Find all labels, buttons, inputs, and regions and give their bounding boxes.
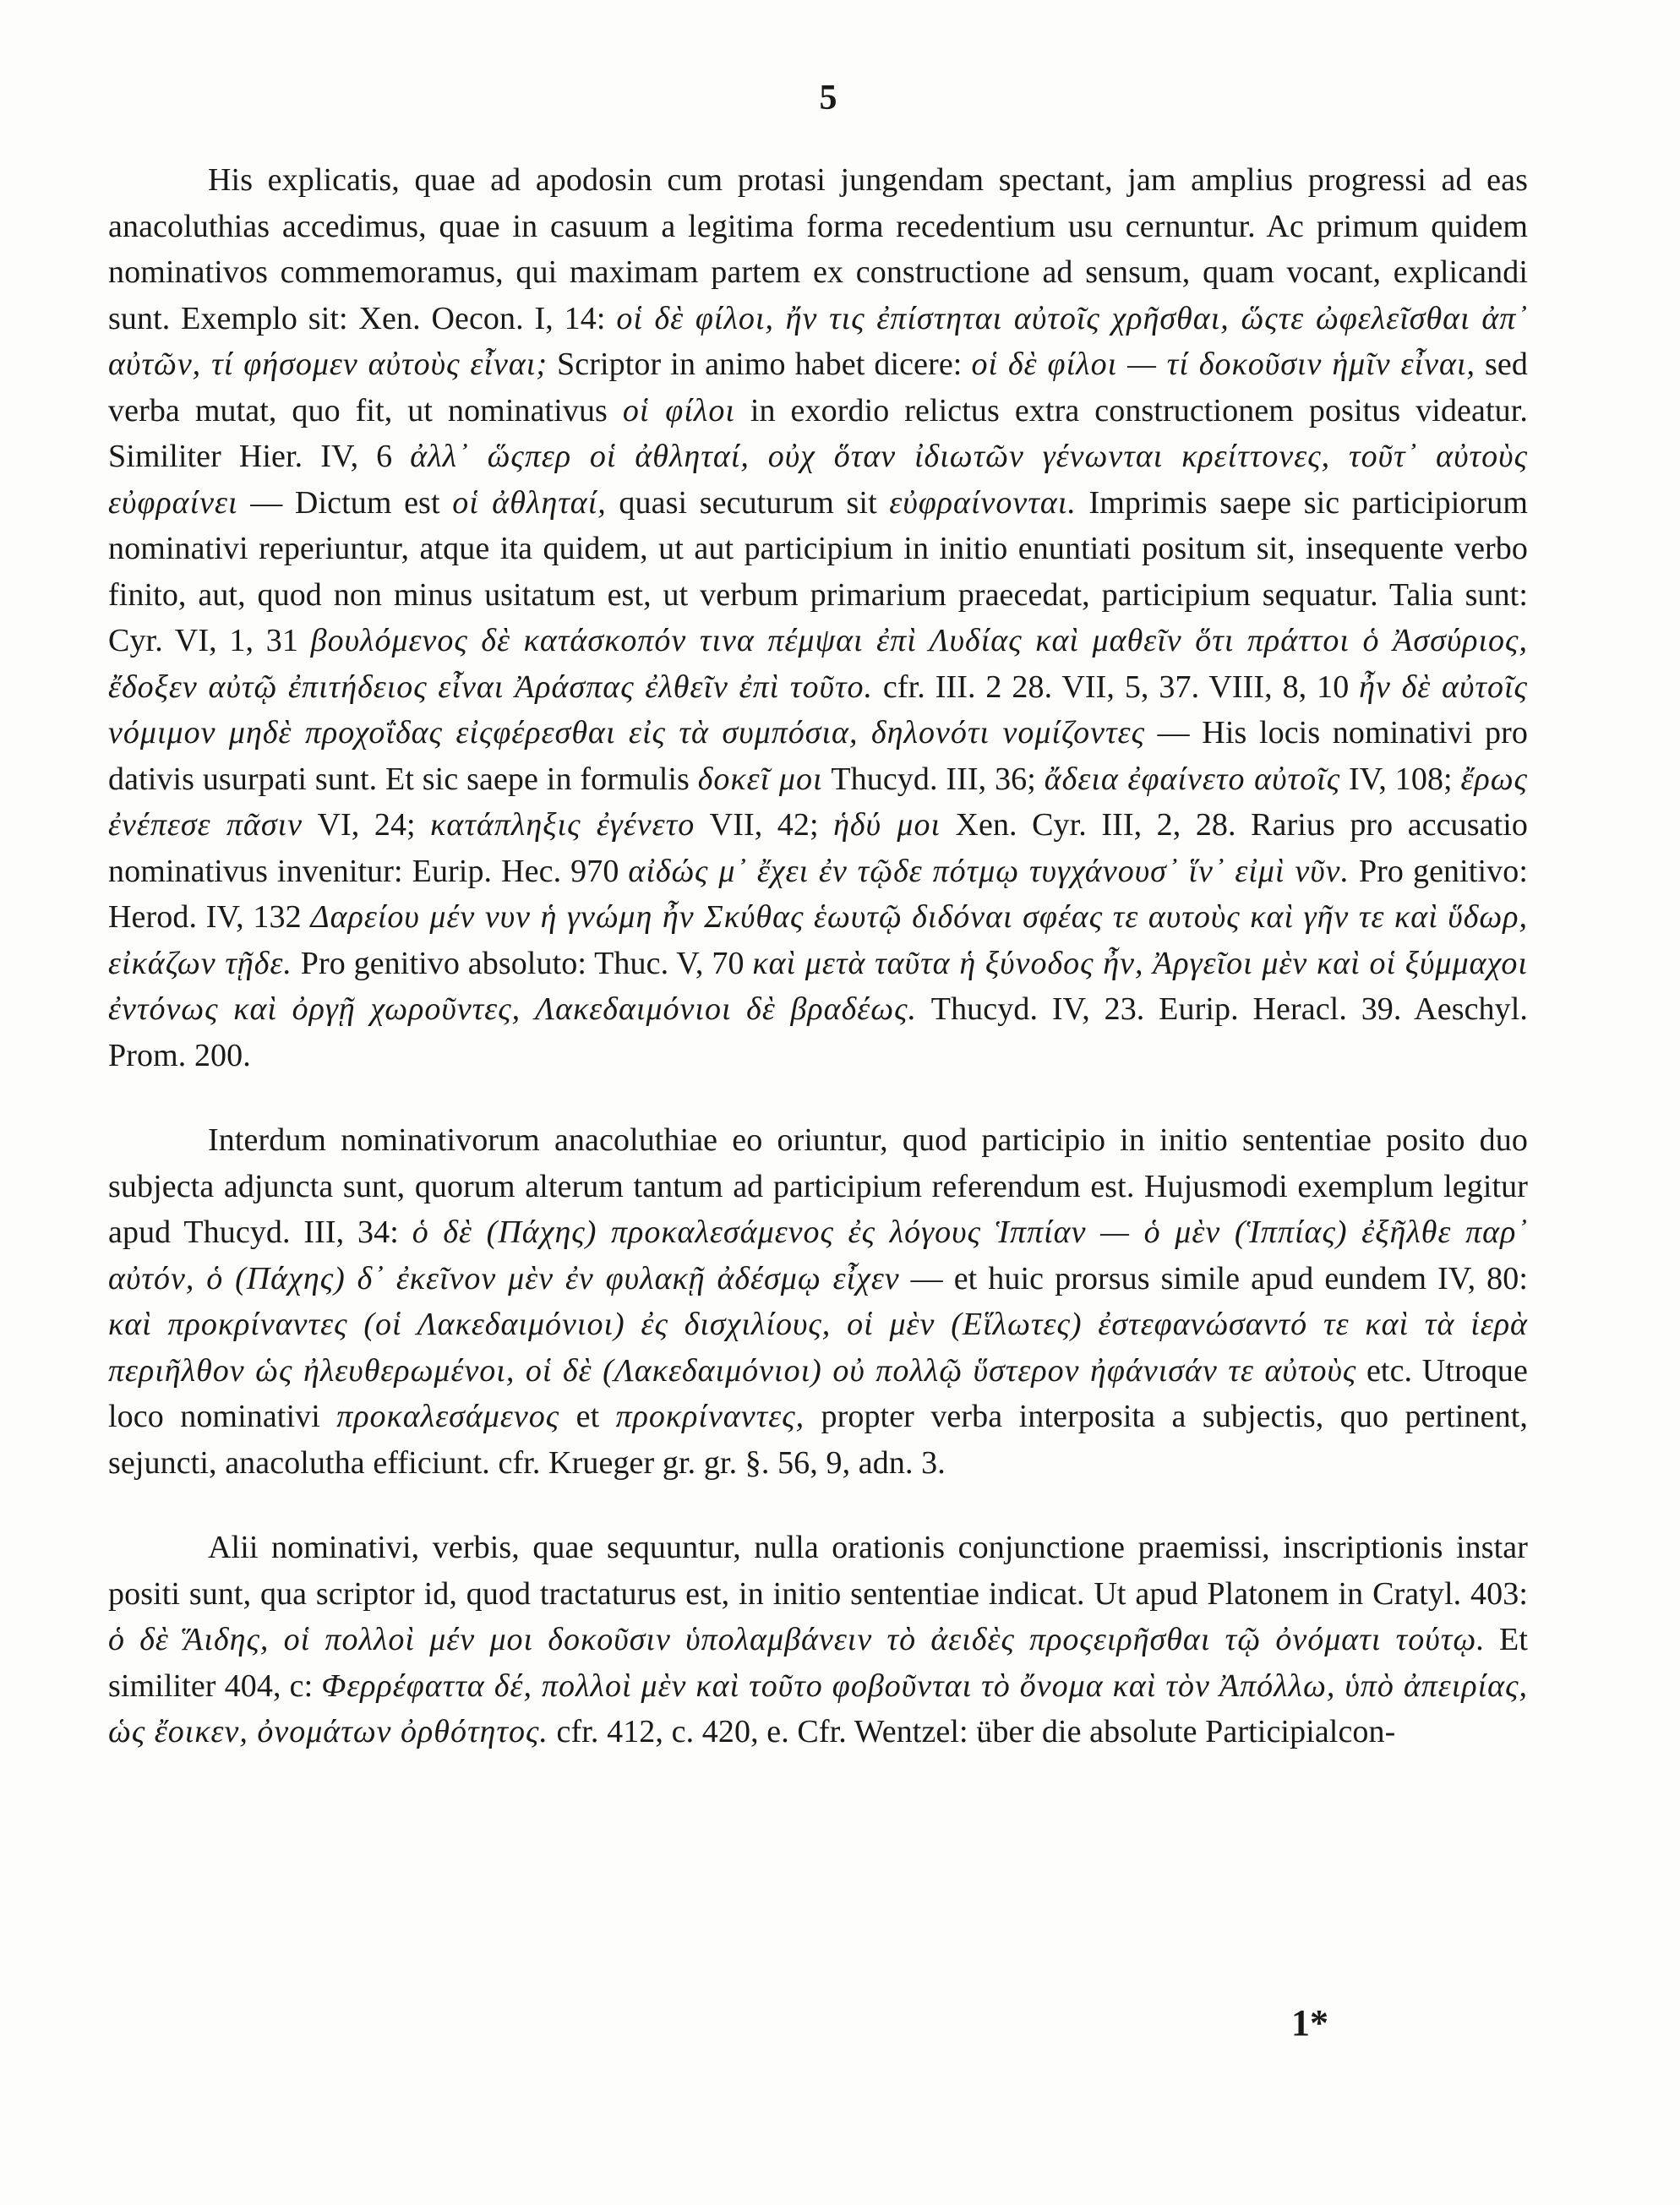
latin-text: cfr. III. 2 28. VII, 5, 37. VIII, 8, 10: [873, 669, 1360, 705]
latin-text: cfr. 412, c. 420, e. Cfr. Wentzel: über die absolute Participialcon-: [548, 1714, 1396, 1749]
latin-text: sed verba mutat, quo fit, ut nominativus: [108, 347, 1528, 428]
greek-quotation: προκαλεσάμενος: [336, 1399, 560, 1434]
greek-quotation: Δαρείου μέν νυν ἡ γνώμη ἦν Σκύθας ἑωυτῷ διδόναι σφέας τε αυτοὺς καὶ γῆν τε καὶ ὕδωρ, εἰκάζων τῇδε.: [108, 899, 1528, 981]
latin-text: IV, 108;: [1340, 761, 1461, 797]
signature-mark: 1*: [1291, 2002, 1328, 2044]
page-number: 5: [819, 79, 837, 117]
greek-quotation: οἱ φίλοι: [622, 392, 735, 428]
paragraph-alii: [108, 1525, 1528, 1755]
latin-text: Scriptor in animo habet dicere:: [548, 347, 972, 382]
greek-quotation: ἔρως ἐνέπεσε πᾶσιν: [108, 761, 1528, 843]
latin-text: et: [559, 1399, 616, 1434]
latin-text: Pro genitivo absoluto: Thuc. V, 70: [292, 945, 753, 981]
greek-quotation: δοκεῖ μοι: [697, 761, 823, 797]
latin-text: Pro genitivo: Herod. IV, 132: [108, 853, 1528, 935]
greek-quotation: ἀλλ᾽ ὥςπερ οἱ ἀθληταί, οὐχ ὅταν ἰδιωτῶν γένωνται κρείττονες, τοῦτ᾽ αὐτοὺς εὐφραίνει: [108, 439, 1528, 521]
latin-text: quasi secuturum sit: [606, 484, 890, 521]
latin-text: Imprimis saepe sic participiorum nominativi reperiuntur, atque ita quidem, ut aut participium in initio enuntiati positum sit, insequente verbo finito, aut, quod non minus usitatum est, ut verbum primarium praecedat, participium sequatur. Talia sunt: Cyr. VI, 1, 31: [108, 484, 1528, 658]
greek-quotation: ὁ δὲ (Πάχης) προκαλεσάμενος ἐς λόγους Ἱππίαν — ὁ μὲν (Ἱππίας) ἐξῆλθε παρ᾽ αὐτόν, ὁ (Πάχης) δ᾽ ἐκεῖνον μὲν ἐν φυλακῇ ἀδέσμῳ εἶχεν: [108, 1214, 1528, 1296]
greek-quotation: οἱ δὲ φίλοι, ἤν τις ἐπίστηται αὐτοῖς χρῆσθαι, ὥςτε ὠφελεῖσθαι ἀπ᾽ αὐτῶν, τί φήσομεν αὐτοὺς εἶναι;: [108, 300, 1528, 382]
greek-quotation: αἰδώς μ᾽ ἔχει ἐν τῷδε πότμῳ τυγχάνουσ᾽ ἵν᾽ εἰμὶ νῦν.: [628, 853, 1350, 889]
greek-quotation: κατάπληξις ἐγένετο: [430, 807, 695, 843]
greek-quotation: ἦν δὲ αὐτοῖς νόμιμον μηδὲ προχοΐδας εἰςφέρεσθαι εἰς τὰ συμπόσια, δηλονότι νομίζοντες: [108, 669, 1528, 750]
body-text: [108, 157, 1528, 1794]
paragraph-interdum: [108, 1117, 1528, 1486]
latin-text: Interdum nominativorum anacoluthiae eo oriuntur, quod participio in initio sententiae posito duo subjecta adjuncta sunt, quorum alterum tantum ad participium referendum est. Hujusmodi exemplum legitur apud Thucyd. III, 34:: [108, 1122, 1528, 1250]
greek-quotation: καὶ μετὰ ταῦτα ἡ ξύνοδος ἦν, Ἀργεῖοι μὲν καὶ οἱ ξύμμαχοι ἐντόνως καὶ ὀργῇ χωροῦντες, Λακεδαιμόνιοι δὲ βραδέως.: [108, 945, 1528, 1027]
greek-quotation: ἡδύ μοι: [833, 807, 941, 843]
latin-text: in exordio relictus extra constructionem positus videatur. Similiter Hier. IV, 6: [108, 392, 1529, 474]
latin-text: Et similiter 404, c:: [108, 1622, 1528, 1704]
latin-text: Alii nominativi, verbis, quae sequuntur, nulla orationis conjunctione praemissi, inscriptionis instar positi sunt, qua scriptor id, quod tractaturus est, in initio sententiae indicat. Ut apud Platonem in Cratyl. 403:: [108, 1530, 1528, 1612]
greek-quotation: καὶ προκρίναντες (οἱ Λακεδαιμόνιοι) ἐς δισχιλίους, οἱ μὲν (Εἵλωτες) ἐστεφανώσαντό τε καὶ τὰ ἱερὰ περιῆλθον ὡς ἠλευθερωμένοι, οἱ δὲ (Λακεδαιμόνιοι) οὐ πολλῷ ὕστερον ἠφάνισάν τε αὐτοὺς: [108, 1307, 1528, 1389]
latin-text: VII, 42;: [695, 807, 834, 843]
latin-text: — His locis nominativi pro dativis usurpati sunt. Et sic saepe in formulis: [108, 715, 1528, 797]
latin-text: Thucyd. IV, 23. Eurip. Heracl. 39. Aeschyl. Prom. 200.: [108, 991, 1529, 1073]
latin-text: His explicatis, quae ad apodosin cum protasi jungendam spectant, jam amplius progressi ad eas anacoluthias accedimus, quae in casuum a legitima forma recedentium usu cernuntur. Ac primum quidem nominativos commemoramus, qui maximam partem ex constructione ad sensum, quam vocant, explicandi sunt. Exemplo sit: Xen. Oecon. I, 14:: [108, 162, 1528, 336]
latin-text: — Dictum est: [237, 484, 453, 521]
latin-text: Thucyd. III, 36;: [822, 761, 1045, 797]
latin-text: Xen. Cyr. III, 2, 28. Rarius pro accusatio nominativus invenitur: Eurip. Hec. 970: [108, 807, 1528, 889]
greek-quotation: οἱ δὲ φίλοι — τί δοκοῦσιν ἡμῖν εἶναι,: [971, 347, 1476, 382]
greek-quotation: ὁ δὲ Ἅιδης, οἱ πολλοὶ μέν μοι δοκοῦσιν ὑπολαμβάνειν τὸ ἀειδὲς προςειρῆσθαι τῷ ὀνόματι τούτῳ.: [108, 1622, 1486, 1657]
latin-text: VI, 24;: [303, 807, 431, 843]
greek-quotation: Φερρέφαττα δέ, πολλοὶ μὲν καὶ τοῦτο φοβοῦνται τὸ ὄνομα καὶ τὸν Ἀπόλλω, ὑπὸ ἀπειρίας, ὡς ἔοικεν, ὀνομάτων ὀρθότητος.: [108, 1667, 1529, 1749]
greek-quotation: προκρίναντες,: [615, 1399, 805, 1434]
greek-quotation: οἱ ἀθληταί,: [452, 484, 607, 521]
greek-quotation: βουλόμενος δὲ κατάσκοπόν τινα πέμψαι ἐπὶ Λυδίας καὶ μαθεῖν ὅτι πράττοι ὁ Ἀσσύριος, ἔδοξεν αὐτῷ ἐπιτήδειος εἶναι Ἀράσπας ἐλθεῖν ἐπὶ τοῦτο.: [108, 623, 1528, 705]
latin-text: propter verba interposita a subjectis, quo pertinent, sejuncti, anacolutha efficiunt. cfr. Krueger gr. gr. §. 56, 9, adn. 3.: [108, 1399, 1528, 1481]
paragraph-nominativi: [108, 157, 1528, 1078]
latin-text: etc. Utroque loco nominativi: [108, 1352, 1528, 1434]
greek-quotation: ἄδεια ἐφαίνετο αὐτοῖς: [1044, 761, 1341, 797]
latin-text: — et huic prorsus simile apud eundem IV, 80:: [899, 1260, 1528, 1296]
greek-quotation: εὐφραίνονται.: [889, 484, 1077, 521]
